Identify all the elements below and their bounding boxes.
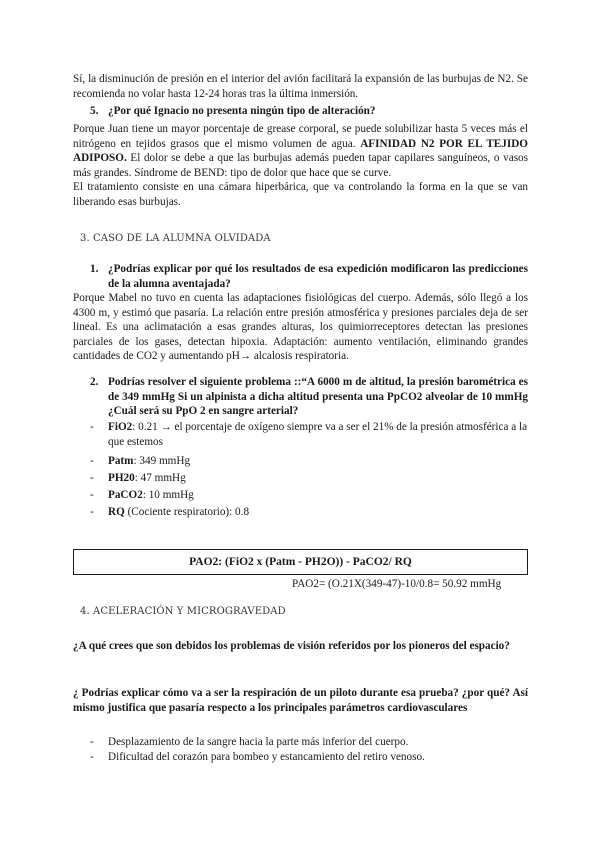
list-item: - Desplazamiento de la sangre hacia la parte más inferior del cuerpo. <box>90 736 409 748</box>
section4-question-2: ¿ Podrías explicar cómo va a ser la respiración de un piloto durante esa prueba? ¿por qué? Así mismo justifica que pasaría respecto a los principales parámetros cardiovasculares <box>73 687 528 714</box>
question-number: 2. <box>90 376 99 388</box>
question-text: Podrías resolver el siguiente problema ::“A 6000 m de altitud, la presión barométrica es de 349 mmHg Si un alpinista a dicha altitud presenta una PpCO2 alveolar de 10 mmHg ¿Cuál será su PpO 2 en sangre arterial? <box>108 376 528 418</box>
variable-paco2: - PaCO2: 10 mmHg <box>90 489 194 501</box>
question-5 <box>90 104 528 119</box>
answer-text-cont: El dolor se debe a que las burbujas además pueden tapar capilares sanguíneos, o vasos más grandes. Síndrome de BEND: tipo de dolor que hace que se curve. <box>73 152 528 179</box>
answer-5 <box>73 122 528 210</box>
section3-question-2 <box>90 375 528 419</box>
variable-rq: - RQ (Cociente respiratorio): 0.8 <box>90 506 250 518</box>
question-text: ¿Podrías explicar por qué los resultados de esa expedición modificaron las predicciones de la alumna aventajada? <box>108 263 528 290</box>
section3-answer-1: Porque Mabel no tuvo en cuenta las adaptaciones fisiológicas del cuerpo. Además, sólo llegó a los 4300 m, y estimó que pasaría. La relación entre presión atmosférica y presiones parciales deja de ser lineal. Es una aclimatación a esas grandes alturas, los quimiorreceptores detectan las presiones parciales de los gases, detectan hipoxia. Adaptación: aumento ventilación, eliminando grandes cantidades de CO2 y aumentando pH→ alcalosis respiratoria. <box>73 292 528 363</box>
variable-ph2o: - PH20: 47 mmHg <box>90 472 186 484</box>
list-item: - Dificultad del corazón para bombeo y estancamiento del retiro venoso. <box>90 751 425 763</box>
answer-text: Porque Juan tiene un mayor porcentaje de grease corporal, se puede solubilizar hasta 5 veces más el nitrógeno en tejidos grasos que el mismo volumen de agua. <box>73 123 528 150</box>
formula-result: PAO2= (O.21X(349-47)-10/0.8= 50.92 mmHg <box>292 578 502 590</box>
section-heading-3: 3. CASO DE LA ALUMNA OLVIDADA <box>80 233 271 244</box>
variable-patm: - Patm: 349 mmHg <box>90 455 191 467</box>
question-text: ¿Por qué Ignacio no presenta ningún tipo de alteración? <box>108 105 376 117</box>
section4-list <box>90 735 528 765</box>
answer-bold-text: AFINIDAD N2 POR EL TEJIDO ADIPOSO. <box>73 137 528 165</box>
question-number: 5. <box>90 105 99 117</box>
section3-question-1 <box>90 262 528 291</box>
intro-paragraph: Sí, la disminución de presión en el interior del avión facilitará la expansión de las burbujas de N2. Se recomienda no volar hasta 12-24 horas tras la última inmersión. <box>73 73 528 100</box>
question-number: 1. <box>90 263 99 275</box>
answer-paragraph-2: El tratamiento consiste en una cámara hiperbárica, que va controlando la forma en la que se van liberando esas burbujas. <box>73 181 528 208</box>
section4-question-1: ¿A qué crees que son debidos los problemas de visión referidos por los pioneros del espacio? <box>73 640 510 652</box>
formula-box: PAO2: (FiO2 x (Patm - PH2O)) - PaCO2/ RQ <box>73 549 528 575</box>
variable-fio2: - FiO2: 0.21 → el porcentaje de oxígeno siempre va a ser el 21% de la presión atmosférica a la que estemos <box>90 421 528 448</box>
section-heading-4: 4. ACELERACIÓN Y MICROGRAVEDAD <box>80 606 286 617</box>
